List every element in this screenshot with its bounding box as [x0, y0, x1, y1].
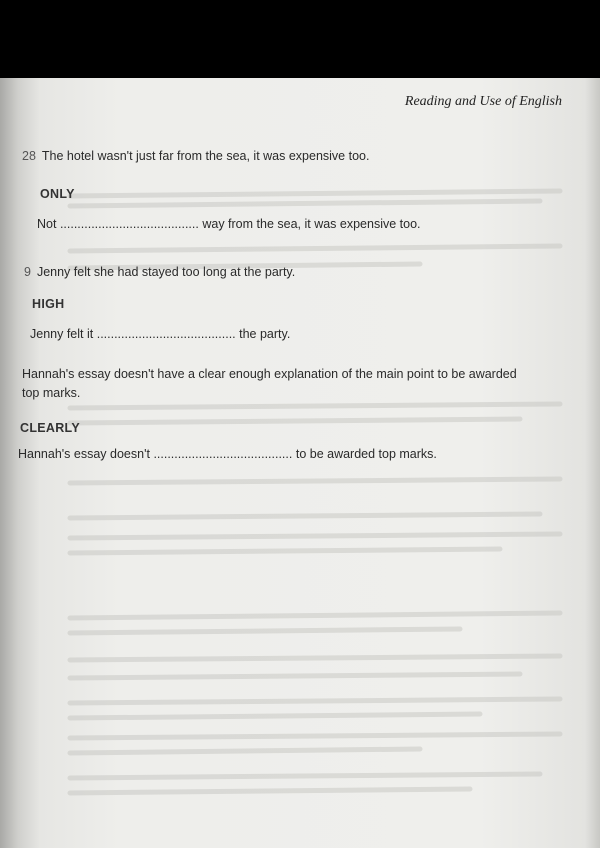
question-28-answer — [37, 217, 421, 231]
question-30-sentence-line2: top marks. — [22, 386, 81, 400]
question-28-keyword: ONLY — [40, 187, 75, 201]
answer-start: Jenny felt it — [30, 327, 94, 341]
question-number: 9 — [24, 265, 31, 279]
page-header: Reading and Use of English — [404, 94, 562, 109]
answer-gap[interactable]: ........................................ — [59, 217, 199, 231]
show-through-texture — [0, 78, 600, 848]
answer-end: way from the sea, it was expensive too. — [202, 217, 421, 231]
answer-end: the party. — [239, 327, 291, 341]
question-29-keyword: HIGH — [32, 297, 65, 311]
question-28-sentence — [22, 149, 369, 163]
question-30-keyword: CLEARLY — [20, 421, 80, 435]
question-sentence: The hotel wasn't just far from the sea, it was expensive too. — [41, 149, 370, 163]
answer-start: Not — [37, 217, 57, 231]
question-30-answer — [18, 447, 437, 461]
answer-end: to be awarded top marks. — [295, 447, 437, 461]
book-page — [0, 78, 600, 848]
question-sentence: Jenny felt she had stayed too long at the party. — [36, 265, 296, 279]
answer-gap[interactable]: ........................................ — [153, 447, 293, 461]
answer-gap[interactable]: ........................................ — [96, 327, 236, 341]
question-30-sentence-line1: Hannah's essay doesn't have a clear enough explanation of the main point to be awarded — [22, 367, 517, 381]
answer-start: Hannah's essay doesn't — [18, 447, 150, 461]
question-29-sentence — [24, 265, 295, 279]
question-number: 28 — [22, 149, 36, 163]
question-29-answer — [30, 327, 290, 341]
